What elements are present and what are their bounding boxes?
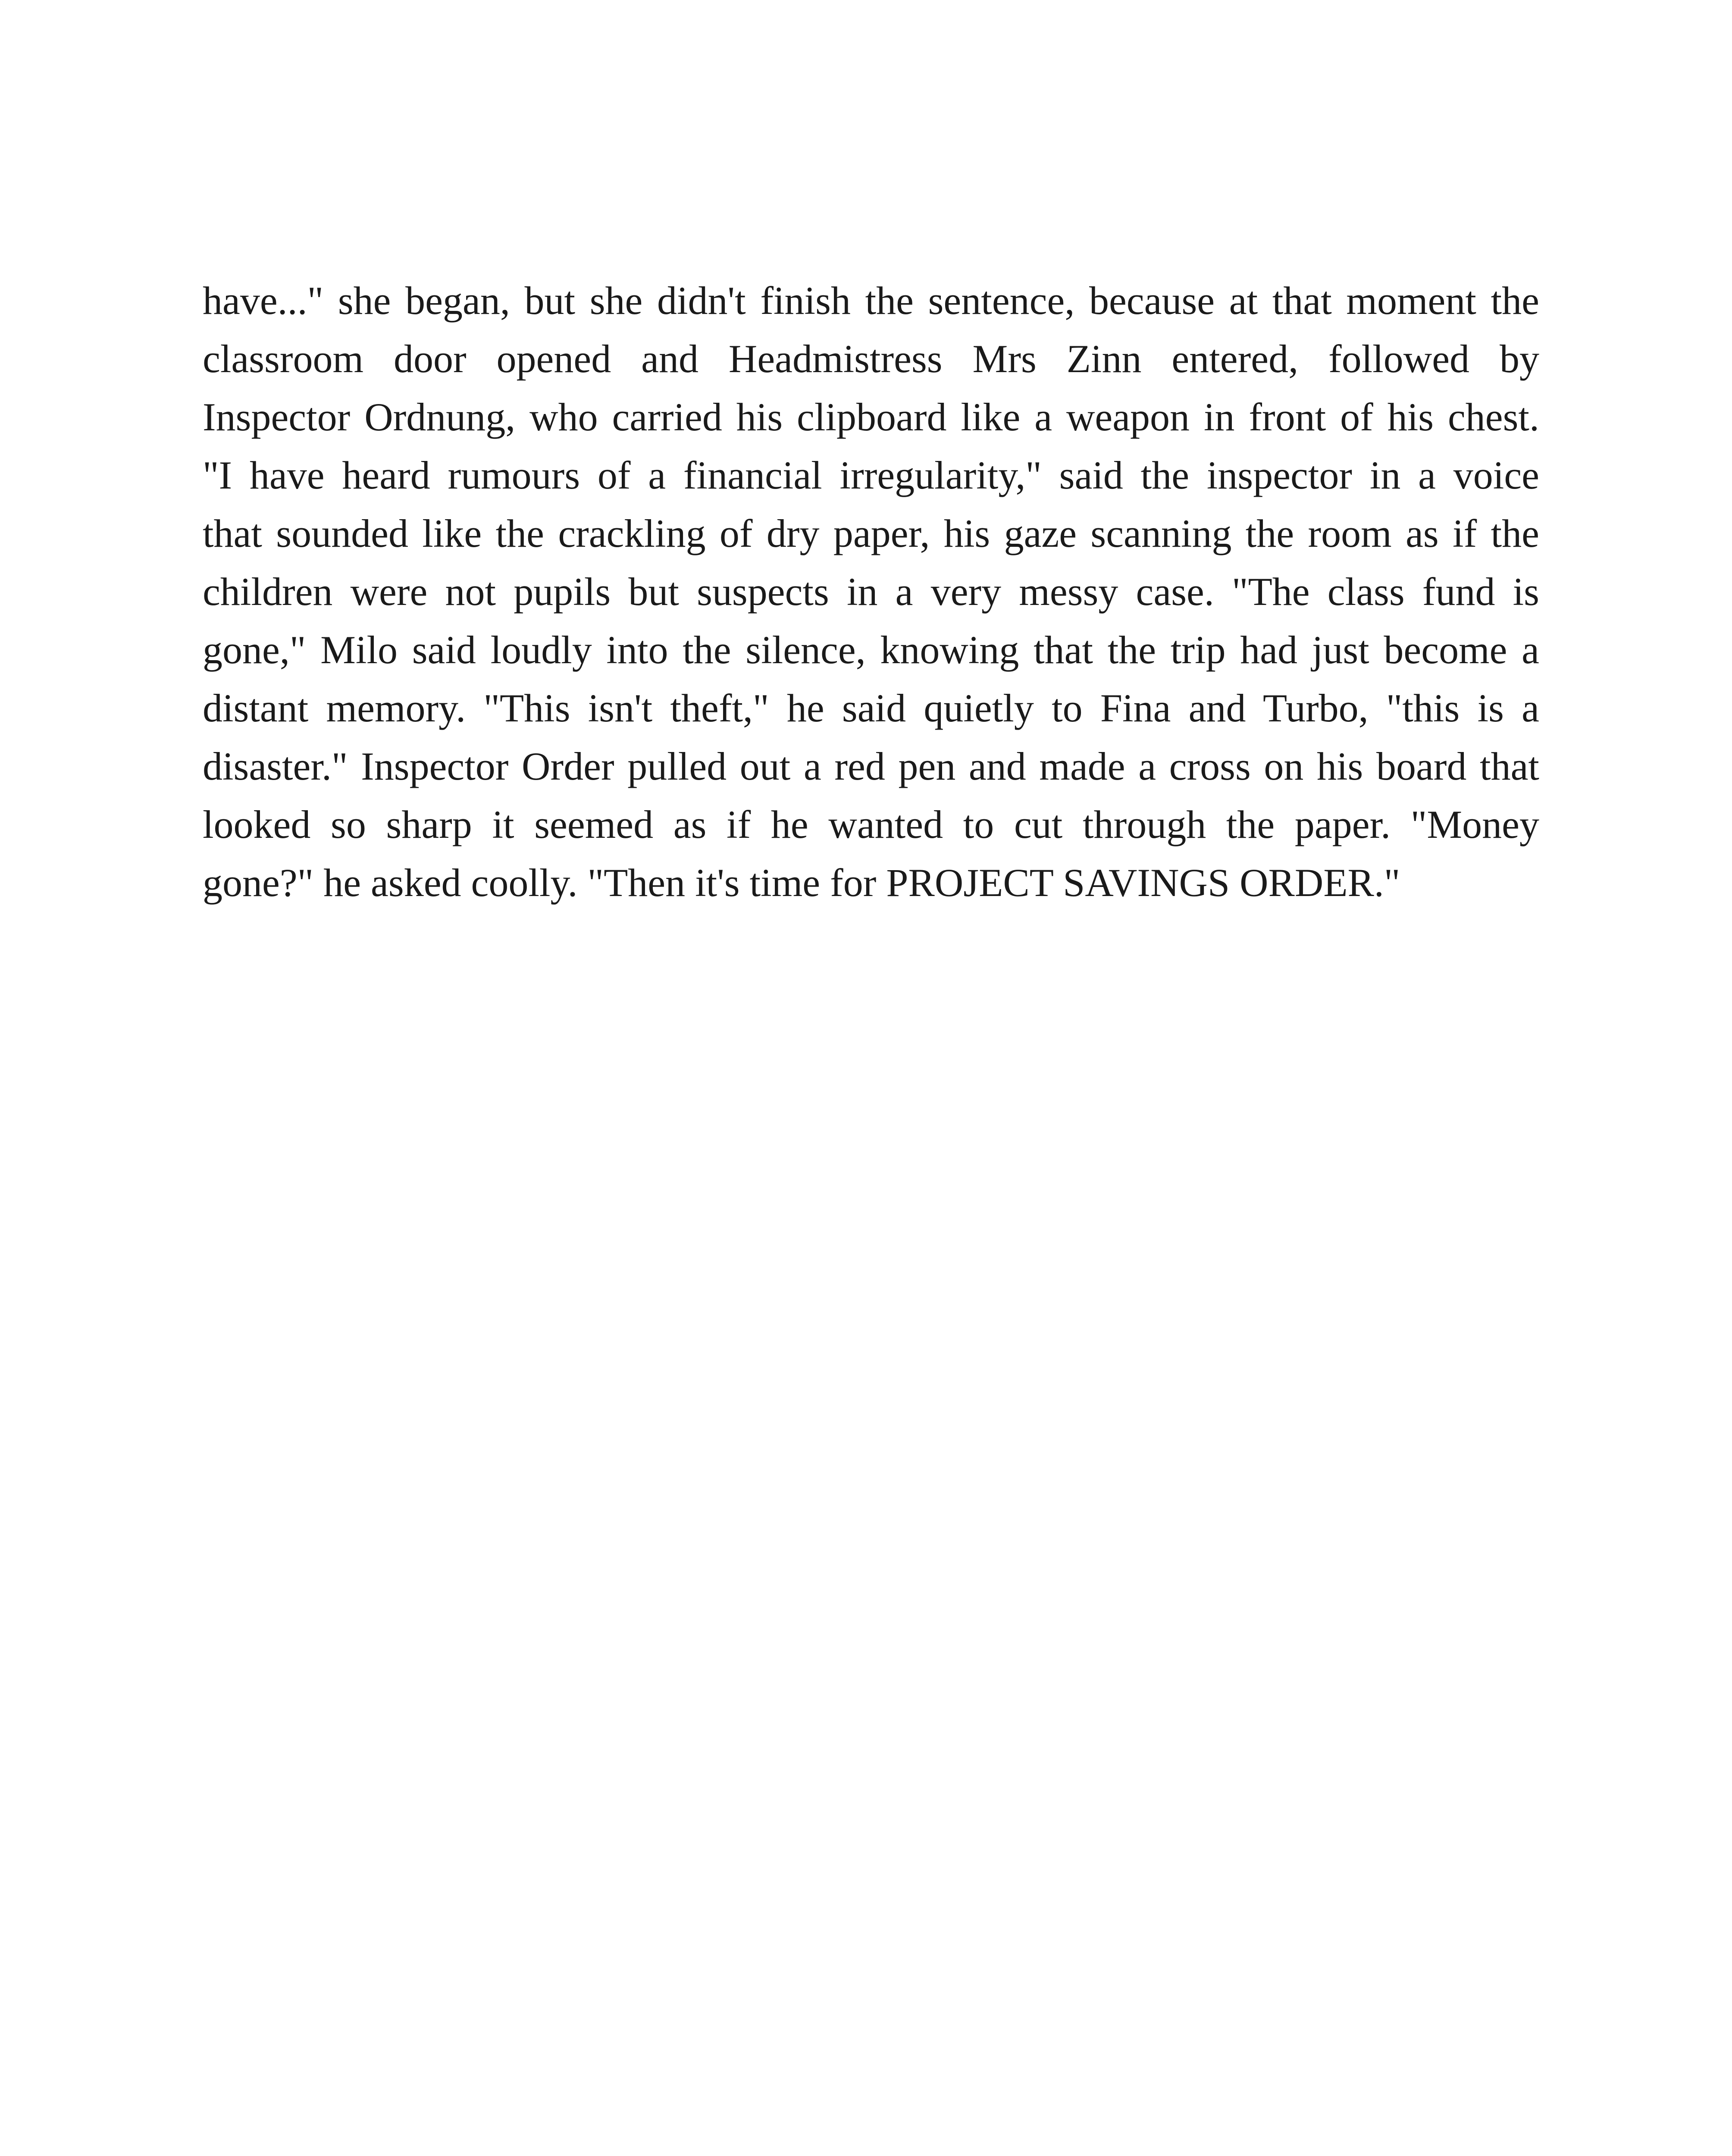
paragraph-line: classroom door opened and Headmistress Mrs Zinn entered, followed by — [203, 337, 1539, 381]
paragraph-line: children were not pupils but suspects in a very messy case. "The class fund is — [203, 570, 1539, 614]
paragraph-line: looked so sharp it seemed as if he wanted to cut through the paper. "Money — [203, 802, 1539, 846]
paragraph-line: disaster." Inspector Order pulled out a red pen and made a cross on his board that — [203, 744, 1539, 788]
paragraph-line: distant memory. "This isn't theft," he said quietly to Fina and Turbo, "this is a — [203, 686, 1539, 730]
paragraph-line: gone?" he asked coolly. "Then it's time for PROJECT SAVINGS ORDER." — [203, 861, 1400, 905]
paragraph-line: Inspector Ordnung, who carried his clipboard like a weapon in front of his chest. — [203, 395, 1539, 439]
paragraph-line: gone," Milo said loudly into the silence, knowing that the trip had just become a — [203, 628, 1539, 672]
body-paragraph — [203, 272, 1539, 912]
paragraph-line: "I have heard rumours of a financial irregularity," said the inspector in a voice — [203, 453, 1539, 497]
paragraph-line: have..." she began, but she didn't finish the sentence, because at that moment the — [203, 279, 1539, 323]
paragraph-line: that sounded like the crackling of dry paper, his gaze scanning the room as if the — [203, 511, 1539, 555]
